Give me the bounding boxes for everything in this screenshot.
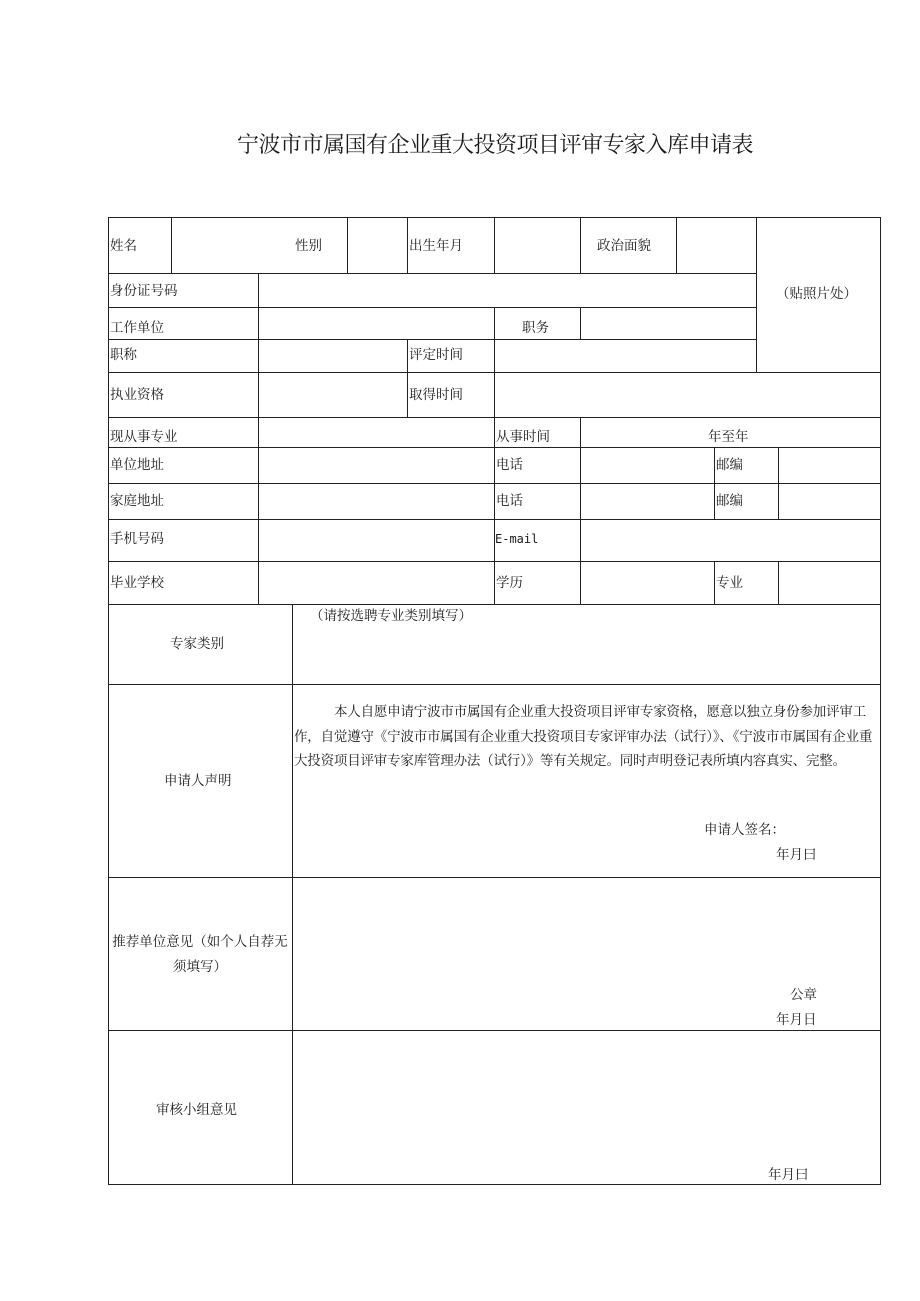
home-phone-field[interactable] — [581, 484, 714, 519]
home-address-label: 家庭地址 — [110, 493, 164, 509]
position-label: 职务 — [522, 320, 549, 336]
school-field[interactable] — [259, 562, 494, 604]
declaration-date[interactable]: 年月曰 — [776, 847, 817, 863]
name-field[interactable] — [172, 218, 292, 273]
birth-label: 出生年月 — [409, 238, 463, 254]
signature-field[interactable] — [790, 816, 878, 842]
job-title-label: 职称 — [110, 347, 137, 363]
email-label: E-mail — [495, 532, 539, 546]
name-label: 姓名 — [110, 238, 137, 254]
year-to-year-field[interactable]: 年至年 — [708, 429, 749, 445]
review-date[interactable]: 年月曰 — [768, 1167, 809, 1183]
home-phone-label: 电话 — [496, 493, 523, 509]
expert-category-label: 专家类别 — [170, 636, 224, 652]
qualification-field[interactable] — [259, 373, 407, 417]
photo-placeholder[interactable]: （贴照片处） — [776, 286, 857, 302]
obtain-time-label: 取得时间 — [409, 387, 463, 403]
declaration-label: 申请人声明 — [164, 773, 232, 789]
gender-field[interactable] — [348, 218, 407, 273]
home-address-field[interactable] — [259, 484, 494, 519]
unit-postcode-label: 邮编 — [716, 457, 743, 473]
unit-address-label: 单位地址 — [110, 457, 164, 473]
position-field[interactable] — [581, 308, 756, 339]
id-number-field[interactable] — [259, 274, 756, 307]
home-postcode-label: 邮编 — [716, 493, 743, 509]
unit-postcode-field[interactable] — [779, 448, 880, 483]
major-label: 专业 — [716, 575, 743, 591]
school-label: 毕业学校 — [110, 575, 164, 591]
declaration-text: 本人自愿申请宁波市市属国有企业重大投资项目评审专家资格，愿意以独立身份参加评审工作，自觉遵守《宁波市市属国有企业重大投资项目专家评审办法（试行）》、《宁波市市属国有企业重大投资项目评审专家库管理办法（试行）》等有关规定。同时声明登记表所填内容真实、完整。 — [294, 704, 873, 769]
political-label: 政治面貌 — [597, 238, 651, 254]
gender-label: 性别 — [295, 238, 322, 254]
form-title: 宁波市市属国有企业重大投资项目评审专家入库申请表 — [236, 133, 753, 158]
recommend-opinion-field[interactable] — [293, 878, 880, 978]
recommend-date[interactable]: 年月日 — [776, 1012, 817, 1028]
obtain-time-field[interactable] — [495, 373, 880, 417]
unit-address-field[interactable] — [259, 448, 494, 483]
official-seal-label: 公章 — [790, 987, 817, 1003]
email-field[interactable] — [581, 520, 880, 561]
recommend-label: 推荐单位意见（如个人自荐无须填写） — [112, 934, 288, 975]
assess-time-label: 评定时间 — [409, 347, 463, 363]
review-label: 审核小组意见 — [156, 1102, 237, 1118]
work-unit-field[interactable] — [259, 308, 494, 339]
birth-field[interactable] — [495, 218, 580, 273]
expert-category-field[interactable] — [293, 628, 880, 684]
qualification-label: 执业资格 — [110, 387, 164, 403]
review-opinion-field[interactable] — [293, 1031, 880, 1151]
political-field[interactable] — [677, 218, 756, 273]
mobile-field[interactable] — [259, 520, 494, 561]
job-title-field[interactable] — [259, 340, 407, 372]
unit-phone-field[interactable] — [581, 448, 714, 483]
assess-time-field[interactable] — [495, 340, 756, 372]
current-major-field[interactable] — [259, 418, 494, 447]
expert-category-hint: （请按选聘专业类别填写） — [310, 608, 472, 624]
education-label: 学历 — [496, 575, 523, 591]
education-field[interactable] — [581, 562, 714, 604]
id-number-label: 身份证号码 — [110, 283, 178, 299]
work-unit-label: 工作单位 — [110, 320, 164, 336]
mobile-label: 手机号码 — [110, 531, 164, 547]
major-field[interactable] — [779, 562, 880, 604]
unit-phone-label: 电话 — [496, 457, 523, 473]
work-period-label: 从事时间 — [496, 429, 550, 445]
signature-label: 申请人签名： — [704, 822, 785, 838]
current-major-label: 现从事专业 — [110, 429, 178, 445]
home-postcode-field[interactable] — [779, 484, 880, 519]
